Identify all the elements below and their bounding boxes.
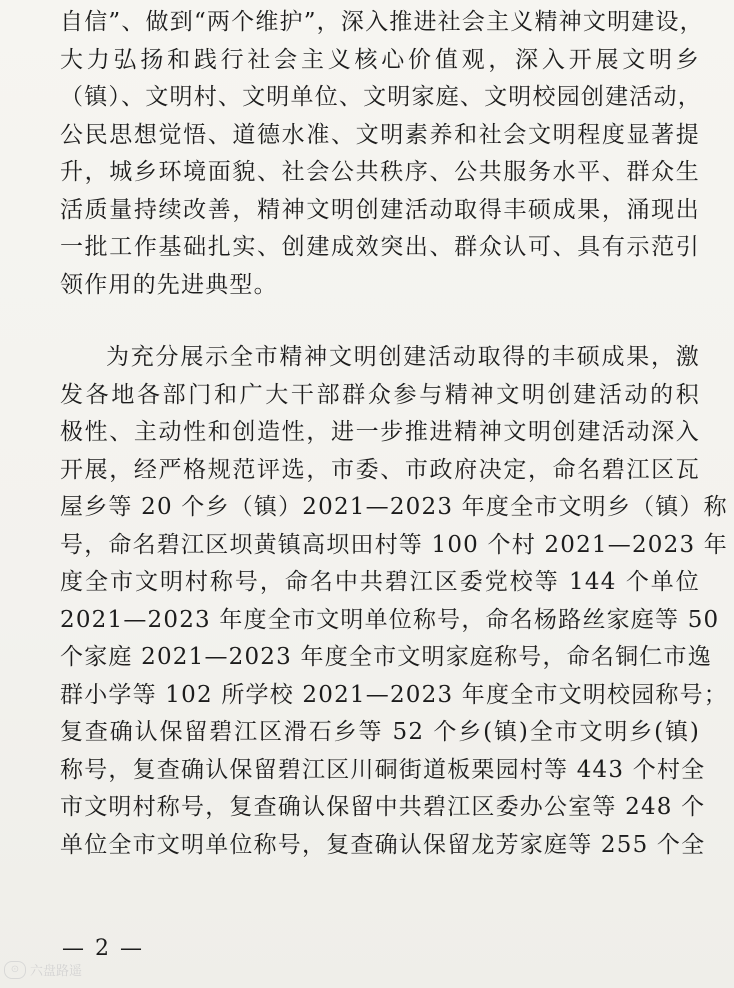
text-line: 开展，经严格规范评选，市委、市政府决定，命名碧江区瓦 xyxy=(60,456,700,483)
text-line: 极性、主动性和创造性，进一步推进精神文明创建活动深入 xyxy=(60,419,700,445)
watermark-text: 六盘路遥 xyxy=(30,964,83,979)
text-line: 领作用的先进典型。 xyxy=(60,271,278,298)
text-line: 群小学等 102 所学校 2021—2023 年度全市文明校园称号； xyxy=(60,681,729,708)
text-line: 发各地各部门和广大干部群众参与精神文明创建活动的积 xyxy=(60,381,700,408)
text-line: 号，命名碧江区坝黄镇高坝田村等 100 个村 2021—2023 年 xyxy=(60,531,729,558)
text-line: 大力弘扬和践行社会主义核心价值观，深入开展文明乡 xyxy=(60,46,700,73)
text-line: （镇）、文明村、文明单位、文明家庭、文明校园创建活动， xyxy=(60,84,702,110)
paragraph-2 xyxy=(60,339,729,864)
paragraph-1 xyxy=(60,4,704,304)
text-line: 单位全市文明单位称号，复查确认保留龙芳家庭等 255 个全 xyxy=(60,831,706,858)
text-line: 一批工作基础扎实、创建成效突出、群众认可、具有示范引 xyxy=(60,234,700,260)
text-line: 活质量持续改善，精神文明创建活动取得丰硕成果，涌现出 xyxy=(60,196,700,223)
text-line: 2021—2023 年度全市文明单位称号，命名杨路丝家庭等 50 xyxy=(60,606,720,633)
text-line: 称号，复查确认保留碧江区川硐街道板栗园村等 443 个村全 xyxy=(60,756,706,783)
text-line: 个家庭 2021—2023 年度全市文明家庭称号，命名铜仁市逸 xyxy=(60,644,712,670)
text-line: 自信”、做到“两个维护”，深入推进社会主义精神文明建设， xyxy=(60,9,704,35)
text-line: 升，城乡环境面貌、社会公共秩序、公共服务水平、群众生 xyxy=(60,159,700,185)
text-line: 市文明村称号，复查确认保留中共碧江区委办公室等 248 个 xyxy=(60,794,706,820)
text-line: 度全市文明村称号，命名中共碧江区委党校等 144 个单位 xyxy=(60,569,700,595)
text-line: 复查确认保留碧江区滑石乡等 52 个乡(镇)全市文明乡(镇) xyxy=(60,719,700,745)
page-number: — 2 — xyxy=(62,936,144,961)
text-line: 公民思想觉悟、道德水准、文明素养和社会文明程度显著提 xyxy=(60,121,700,148)
logo-mark-icon: ⊙ xyxy=(4,961,26,979)
text-line: 为充分展示全市精神文明创建活动取得的丰硕成果，激 xyxy=(106,344,700,370)
watermark xyxy=(4,960,82,979)
text-line: 屋乡等 20 个乡（镇）2021—2023 年度全市文明乡（镇）称 xyxy=(60,494,728,520)
